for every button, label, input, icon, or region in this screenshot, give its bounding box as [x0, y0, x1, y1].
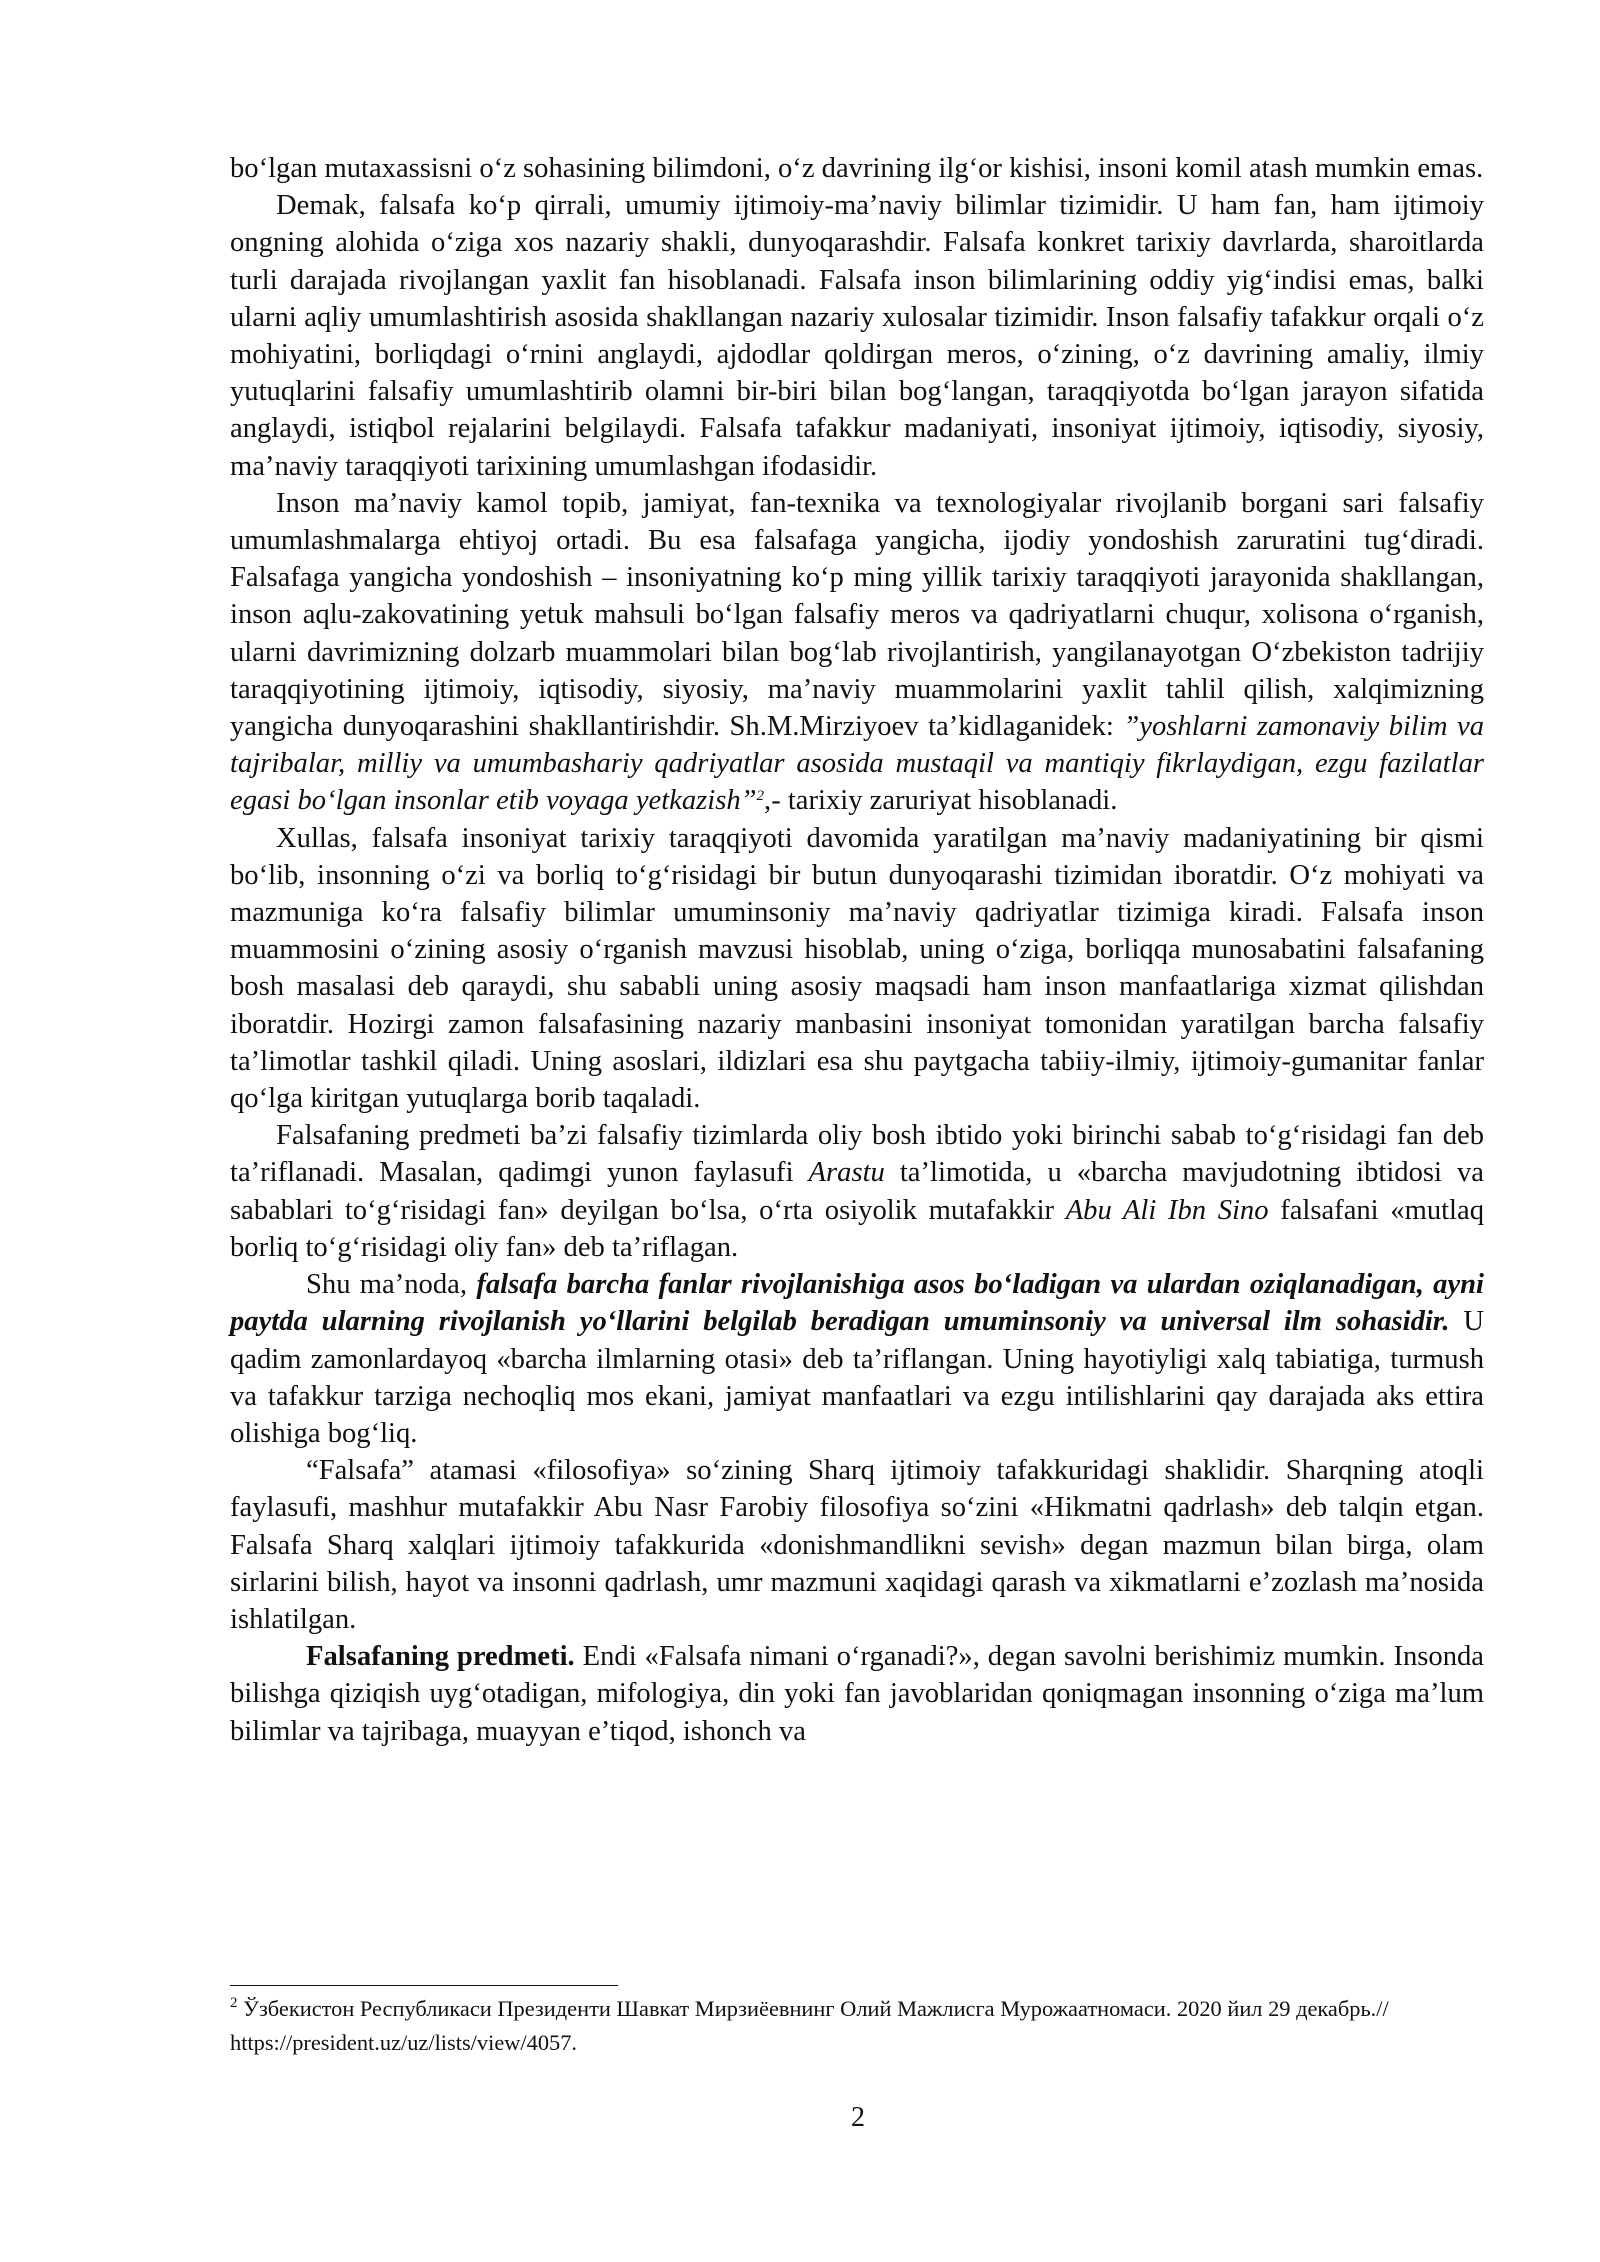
- paragraph-5: [230, 1117, 1484, 1266]
- footnote-text: Ўзбекистон Республикаси Президенти Шавкат Мирзиёевнинг Олий Мажлисга Мурожаатномаси. 2020 йил 29 декабрь.// https://president.uz/uz/lists/view/4057.: [230, 1996, 1389, 2055]
- paragraph-3-text: Inson ma’naviy kamol topib, jamiyat, fan-texnika va texnologiyalar rivojlanib borgani sari falsafiy umumlashmalarga ehtiyoj ortadi. Bu esa falsafaga yangicha, ijodiy yondoshish zaruratini tug‘diradi. Falsafaga yangicha yondoshish – insoniyatning ko‘p ming yillik tarixiy taraqqiyoti jarayonida shakllangan, inson aqlu-zakovatining yetuk mahsuli bo‘lgan falsafiy meros va qadriyatlarni chuqur, xolisona o‘rganish, ularni davrimizning dolzarb muammolari bilan bog‘lab rivojlantirish, yangilanayotgan O‘zbekiston tadrijiy taraqqiyotining ijtimoiy, iqtisodiy, siyosiy, ma’naviy muammolarini yaxlit tahlil qilish, xalqimizning yangicha dunyoqarashini shakllantirishdir. Sh.M.Mirziyoev ta’kidlaganidek:: [230, 487, 1484, 743]
- paragraph-3-ending: ,- tarixiy zaruriyat hisoblanadi.: [764, 785, 1118, 817]
- paragraph-8: [230, 1638, 1484, 1750]
- paragraph-7: [230, 1452, 1484, 1638]
- paragraph-6: [230, 1266, 1484, 1452]
- name-ibn-sino: Abu Ali Ibn Sino: [1065, 1194, 1269, 1226]
- main-text: [230, 150, 1484, 1750]
- paragraph-1-text: bo‘lgan mutaxassisni o‘z sohasining bilimdoni, o‘z davrining ilg‘or kishisi, insoni komil atash mumkin emas.: [230, 153, 1484, 184]
- page-number: 2: [851, 2102, 865, 2133]
- paragraph-1: [230, 150, 1484, 187]
- falsafa-definition: falsafa barcha fanlar rivojlanishiga asos bo‘ladigan va ulardan oziqlanadigan, ayni paytda ularning rivojlanish yo‘llarini belgilab beradigan umuminsoniy va universal ilm sohasidir.: [230, 1269, 1484, 1338]
- paragraph-2: [230, 187, 1484, 485]
- footnote: [230, 1992, 1484, 2060]
- paragraph-4-text: Xullas, falsafa insoniyat tarixiy taraqqiyoti davomida yaratilgan ma’naviy madaniyatining bir qismi bo‘lib, insonning o‘zi va borliq to‘g‘risidagi bir butun dunyoqarashi tizimidan iboratdir. O‘z mohiyati va mazmuniga ko‘ra falsafiy bilimlar umuminsoniy ma’naviy qadriyatlar tizimiga kiradi. Falsafa inson muammosini o‘zining asosiy o‘rganish mavzusi hisoblab, uning o‘ziga, borliqqa munosabatini falsafaning bosh masalasi deb qaraydi, shu sababli uning asosiy maqsadi ham inson manfaatlariga xizmat qilishdan iboratdir. Hozirgi zamon falsafasining nazariy manbasini insoniyat tomonidan yaratilgan barcha falsafiy ta’limotlar tashkil qiladi. Uning asoslari, ildizlari esa shu paytgacha tabiiy-ilmiy, ijtimoiy-gumanitar fanlar qo‘lga kiritgan yutuqlarga borib taqaladi.: [230, 822, 1484, 1115]
- paragraph-2-text: Demak, falsafa ko‘p qirrali, umumiy ijtimoiy-ma’naviy bilimlar tizimidir. U ham fan, ham ijtimoiy ongning alohida o‘ziga xos nazariy shakli, dunyoqarashdir. Falsafa konkret tarixiy davrlarda, sharoitlarda turli darajada rivojlangan yaxlit fan hisoblanadi. Falsafa inson bilimlarining oddiy yig‘indisi emas, balki ularni aqliy umumlashtirish asosida shakllangan nazariy xulosalar tizimidir. Inson falsafiy tafakkur orqali o‘z mohiyatini, borliqdagi o‘rnini anglaydi, ajdodlar qoldirgan meros, o‘zining, o‘z davrining amaliy, ilmiy yutuqlarini falsafiy umumlashtirib olamni bir-biri bilan bog‘langan, taraqqiyotda bo‘lgan jarayon sifatida anglaydi, istiqbol rejalarini belgilaydi. Falsafa tafakkur madaniyati, insoniyat ijtimoiy, iqtisodiy, siyosiy, ma’naviy taraqqiyoti tarixining umumlashgan ifodasidir.: [230, 190, 1484, 482]
- paragraph-5-text-c: falsafani «mutlaq borliq to‘g‘risidagi oliy fan» deb ta’riflagan.: [230, 1194, 1484, 1263]
- paragraph-7-text: “Falsafa” atamasi «filosofiya» so‘zining Sharq ijtimoiy tafakkuridagi shaklidir. Sharqning atoqli faylasufi, mashhur mutafakkir Abu Nasr Farobiy filosofiya so‘zini «Hikmatni qadrlash» deb talqin etgan. Falsafa Sharq xalqlari ijtimoiy tafakkurida «donishmandlikni sevish» degan mazmun bilan birga, olam sirlarini bilish, hayot va insonni qadrlash, umr mazmuni xaqidagi qarash va xikmatlarni e’zozlash ma’nosida ishlatilgan.: [230, 1455, 1484, 1635]
- mirziyoev-quote: ”yoshlarni zamonaviy bilim va tajribalar, milliy va umumbashariy qadriyatlar asosida mustaqil va mantiqiy fikrlaydigan, ezgu fazilatlar egasi bo‘lgan insonlar etib voyaga yetkazish”: [230, 711, 1484, 817]
- paragraph-5-text-b: ta’limotida, u «barcha mavjudotning ibtidosi va sabablari to‘g‘risidagi fan» deyilgan bo‘lsa, o‘rta osiyolik mutafakkir: [230, 1157, 1484, 1226]
- footnote-number: 2: [230, 1995, 238, 2011]
- paragraph-4: [230, 820, 1484, 1118]
- paragraph-3: [230, 485, 1484, 820]
- footnote-separator: [230, 1985, 618, 1986]
- footnote-reference[interactable]: 2: [756, 788, 765, 805]
- paragraph-6-text-a: Shu ma’noda,: [306, 1269, 477, 1301]
- name-arastu: Arastu: [808, 1157, 885, 1189]
- section-heading-falsafa-predmeti: Falsafaning predmeti.: [306, 1641, 575, 1673]
- paragraph-5-text-a: Falsafaning predmeti ba’zi falsafiy tizimlarda oliy bosh ibtido yoki birinchi sabab to‘g‘risidagi fan deb ta’riflanadi. Masalan, qadimgi yunon faylasufi: [230, 1120, 1484, 1189]
- paragraph-8-text: Endi «Falsafa nimani o‘rganadi?», degan savolni berishimiz mumkin. Insonda bilishga qiziqish uyg‘otadigan, mifologiya, din yoki fan javoblaridan qoniqmagan insonning o‘ziga ma’lum bilimlar va tajribaga, muayyan e’tiqod, ishonch va: [230, 1641, 1484, 1747]
- paragraph-6-text-b: U qadim zamonlardayoq «barcha ilmlarning otasi» deb ta’riflangan. Uning hayotiyligi xalq tabiatiga, turmush va tafakkur tarziga nechoqliq mos ekani, jamiyat manfaatlari va ezgu intilishlarini qay darajada aks ettira olishiga bog‘liq.: [230, 1306, 1484, 1449]
